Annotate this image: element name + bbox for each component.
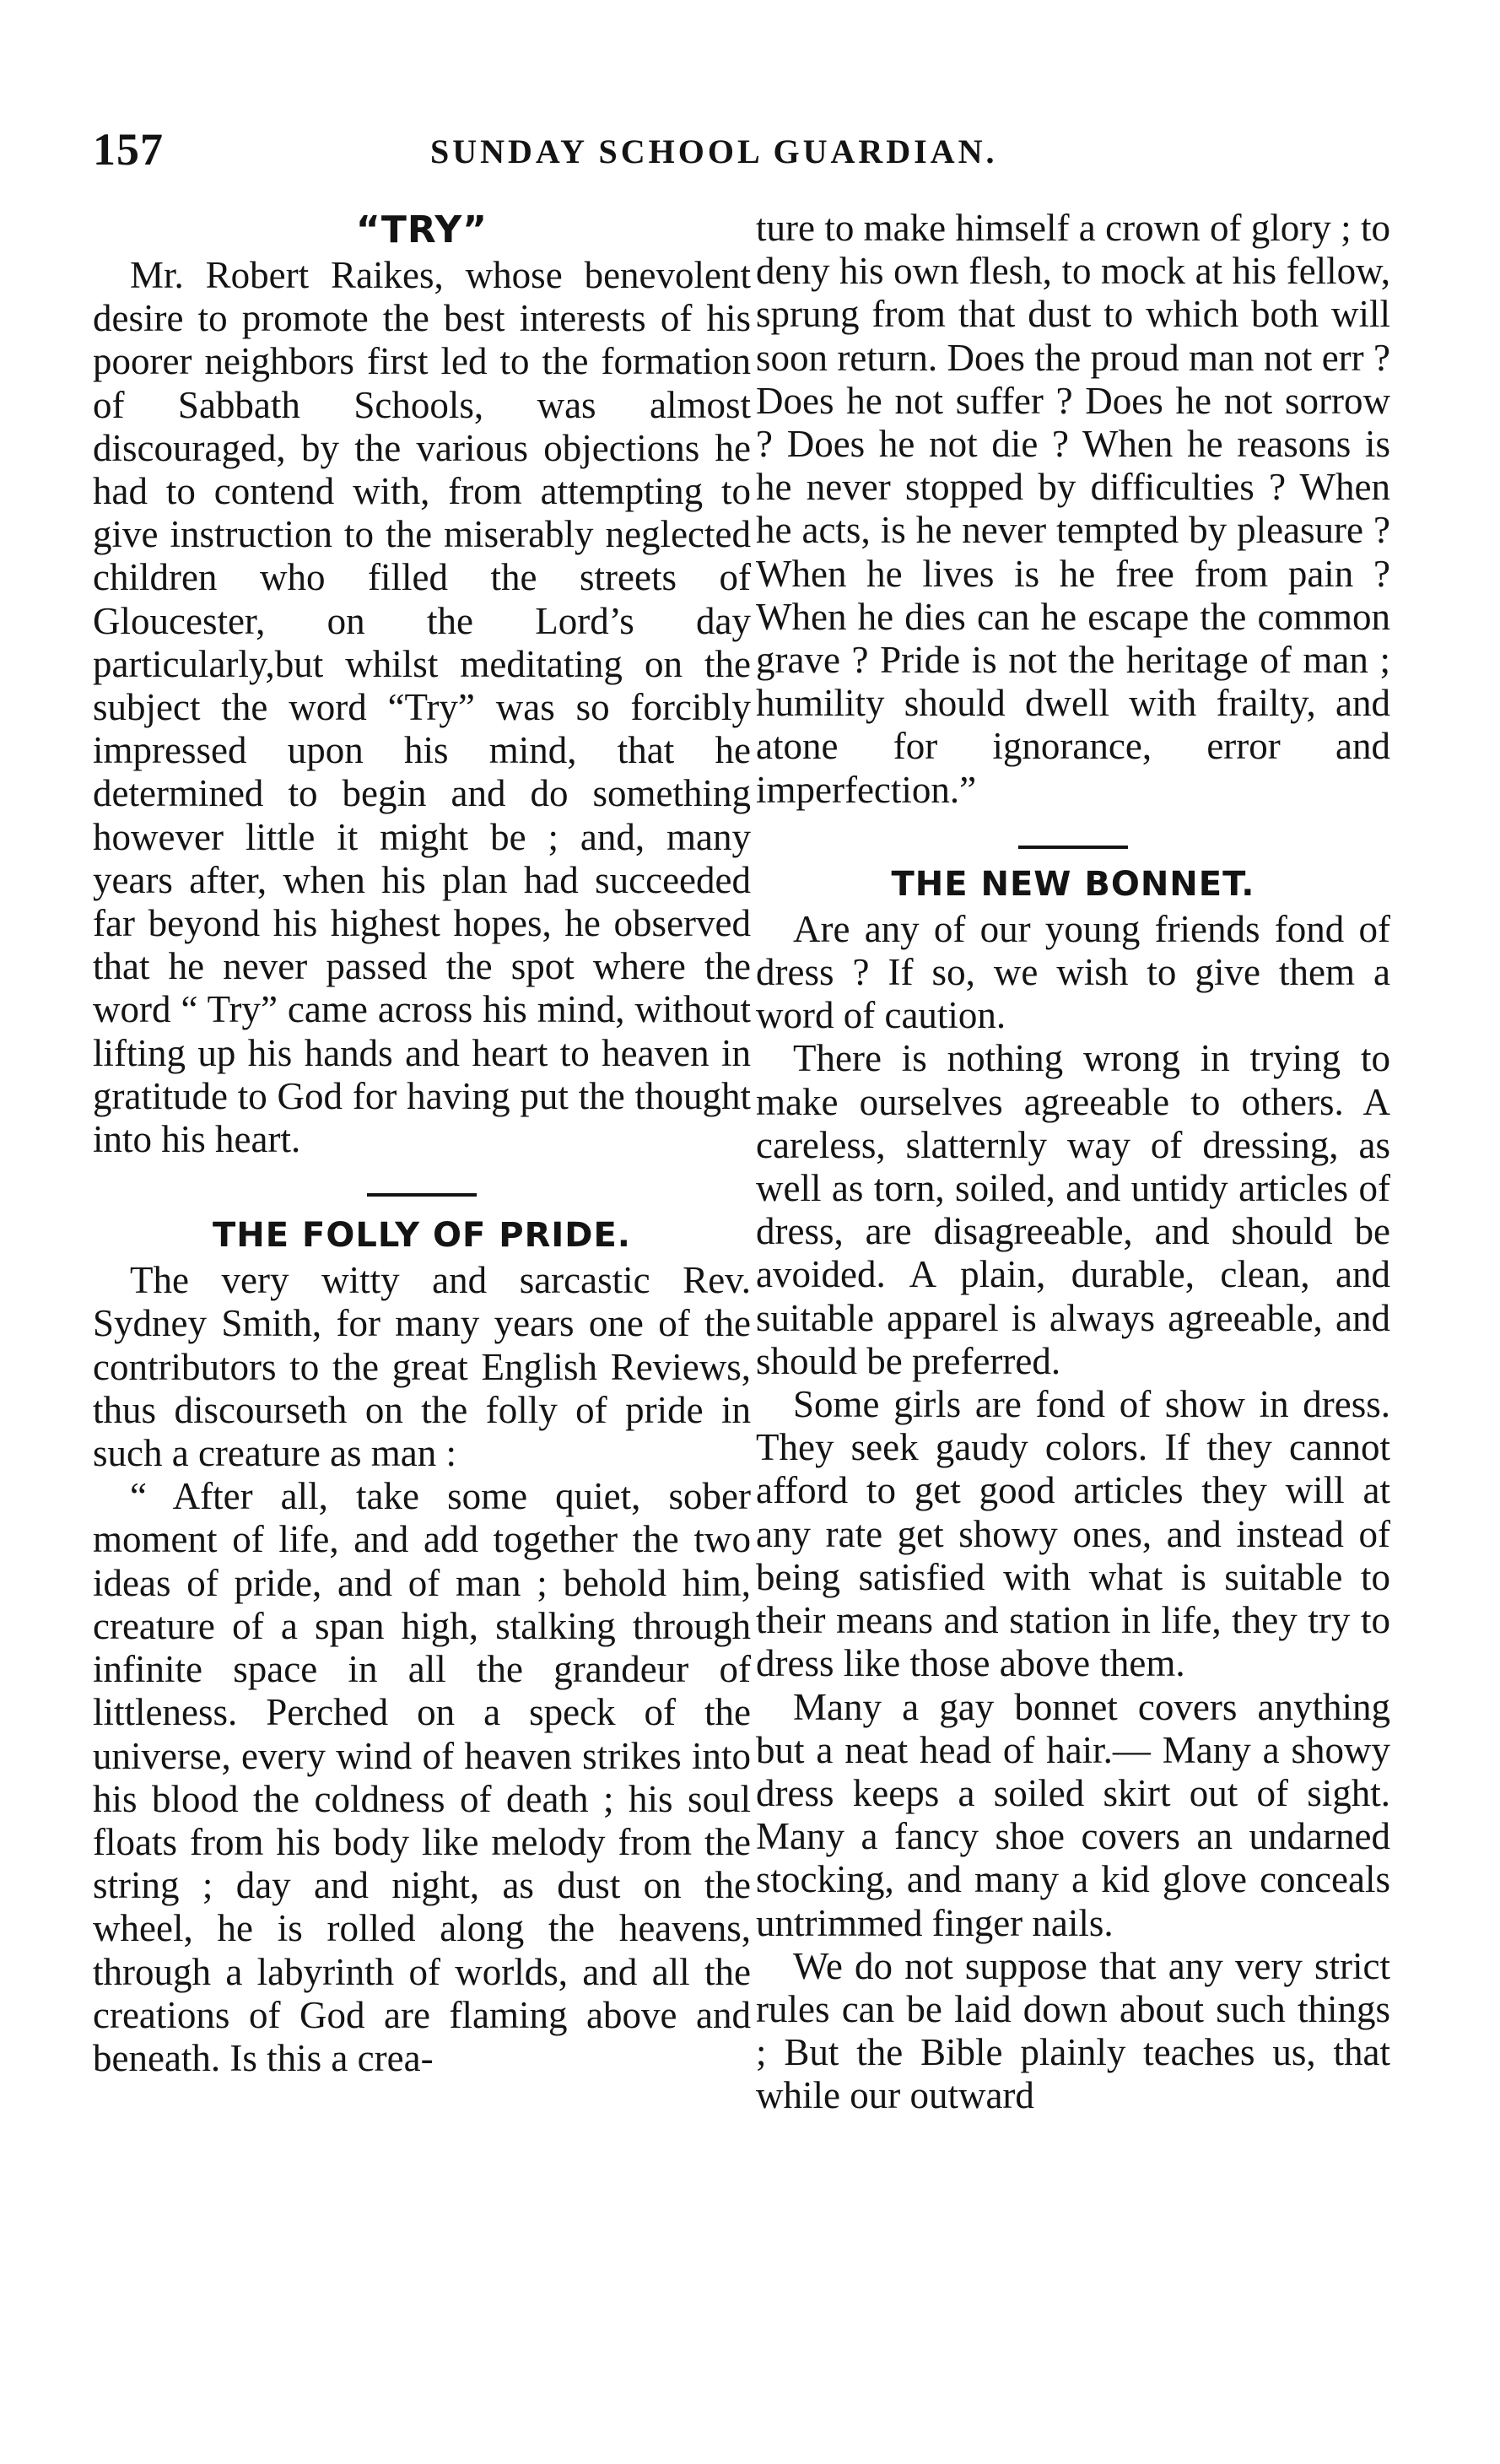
journal-title: SUNDAY SCHOOL GUARDIAN. [430, 132, 998, 170]
article-intro-folly-of-pride: The very witty and sarcastic Rev. Sydney Smith, for many years one of the contributors to the great English Reviews, thus discourseth on the folly of pride in such a creature as man : [93, 1259, 751, 1475]
left-column [93, 207, 751, 2080]
article-title-new-bonnet: THE NEW BONNET. [891, 864, 1255, 904]
article-quote-folly-of-pride-part1: “ After all, take some quiet, sober moment of life, and add together the two ideas of pride, and of man ; behold him, creature of a span high, stalking through infinite space in all the grandeur of littleness. Perched on a speck of the universe, every wind of heaven strikes into his blood the coldness of death ; his soul floats from his body like melody from the string ; day and night, as dust on the wheel, he is rolled along the heavens, through a labyrinth of worlds, and all the creations of God are flaming above and beneath. Is this a crea- [93, 1475, 751, 2079]
article-paragraph-new-bonnet-3: Some girls are fond of show in dress. They seek gaudy colors. If they cannot afford to get good articles they will at any rate get showy ones, and instead of being satisfied with what is suitable to their means and station in life, they try to dress like those above them. [756, 1383, 1390, 1685]
article-paragraph-new-bonnet-4: Many a gay bonnet covers anything but a neat head of hair.— Many a showy dress keeps a soiled skirt out of sight. Many a fancy shoe covers an undarned stocking, and many a kid glove conceals untrimmed finger nails. [756, 1685, 1390, 1944]
article-quote-folly-of-pride-part2: ture to make himself a crown of glory ; to deny his own flesh, to mock at his fellow, sprung from that dust to which both will soon return. Does the proud man not err ? Does he not suffer ? Does he not sorrow ? Does he not die ? When he reasons is he never stopped by difficulties ? When he acts, is he never tempted by pleasure ? When he lives is he free from pain ? When he dies can he escape the common grave ? Pride is not the heritage of man ; humility should dwell with frailty, and atone for ignorance, error and imperfection.” [756, 207, 1390, 811]
right-column [756, 207, 1390, 2118]
article-paragraph-new-bonnet-2: There is nothing wrong in trying to make ourselves agreeable to others. A careless, slatternly way of dressing, as well as torn, soiled, and untidy articles of dress, are disagreeable, and should be avoided. A plain, durable, clean, and suitable apparel is always agreeable, and should be preferred. [756, 1037, 1390, 1382]
article-body-try: Mr. Robert Raikes, whose benevolent desire to promote the best interests of his poorer neighbors first led to the formation of Sabbath Schools, was almost discouraged, by the various objections he had to contend with, from attempting to give instruction to the miserably neglected children who filled the streets of Gloucester, on the Lord’s day particularly,but whilst meditating on the subject the word “Try” was so forcibly impressed upon his mind, that he determined to begin and do something however little it might be ; and, many years after, when his plan had succeeded far beyond his highest hopes, he observed that he never passed the spot where the word “ Try” came across his mind, without lifting up his hands and heart to heaven in gratitude to God for having put the thought into his heart. [93, 254, 751, 1161]
running-head [93, 108, 1392, 176]
article-title-try: “TRY” [355, 208, 488, 251]
section-divider [1018, 846, 1128, 849]
article-paragraph-new-bonnet-1: Are any of our young friends fond of dress ? If so, we wish to give them a word of caution. [756, 907, 1390, 1037]
page-number: 157 [93, 124, 164, 175]
article-paragraph-new-bonnet-5: We do not suppose that any very strict rules can be laid down about such things ; But the Bible plainly teaches us, that while our outward [756, 1944, 1390, 2117]
section-divider [367, 1193, 477, 1197]
article-title-folly-of-pride: THE FOLLY OF PRIDE. [213, 1216, 631, 1256]
